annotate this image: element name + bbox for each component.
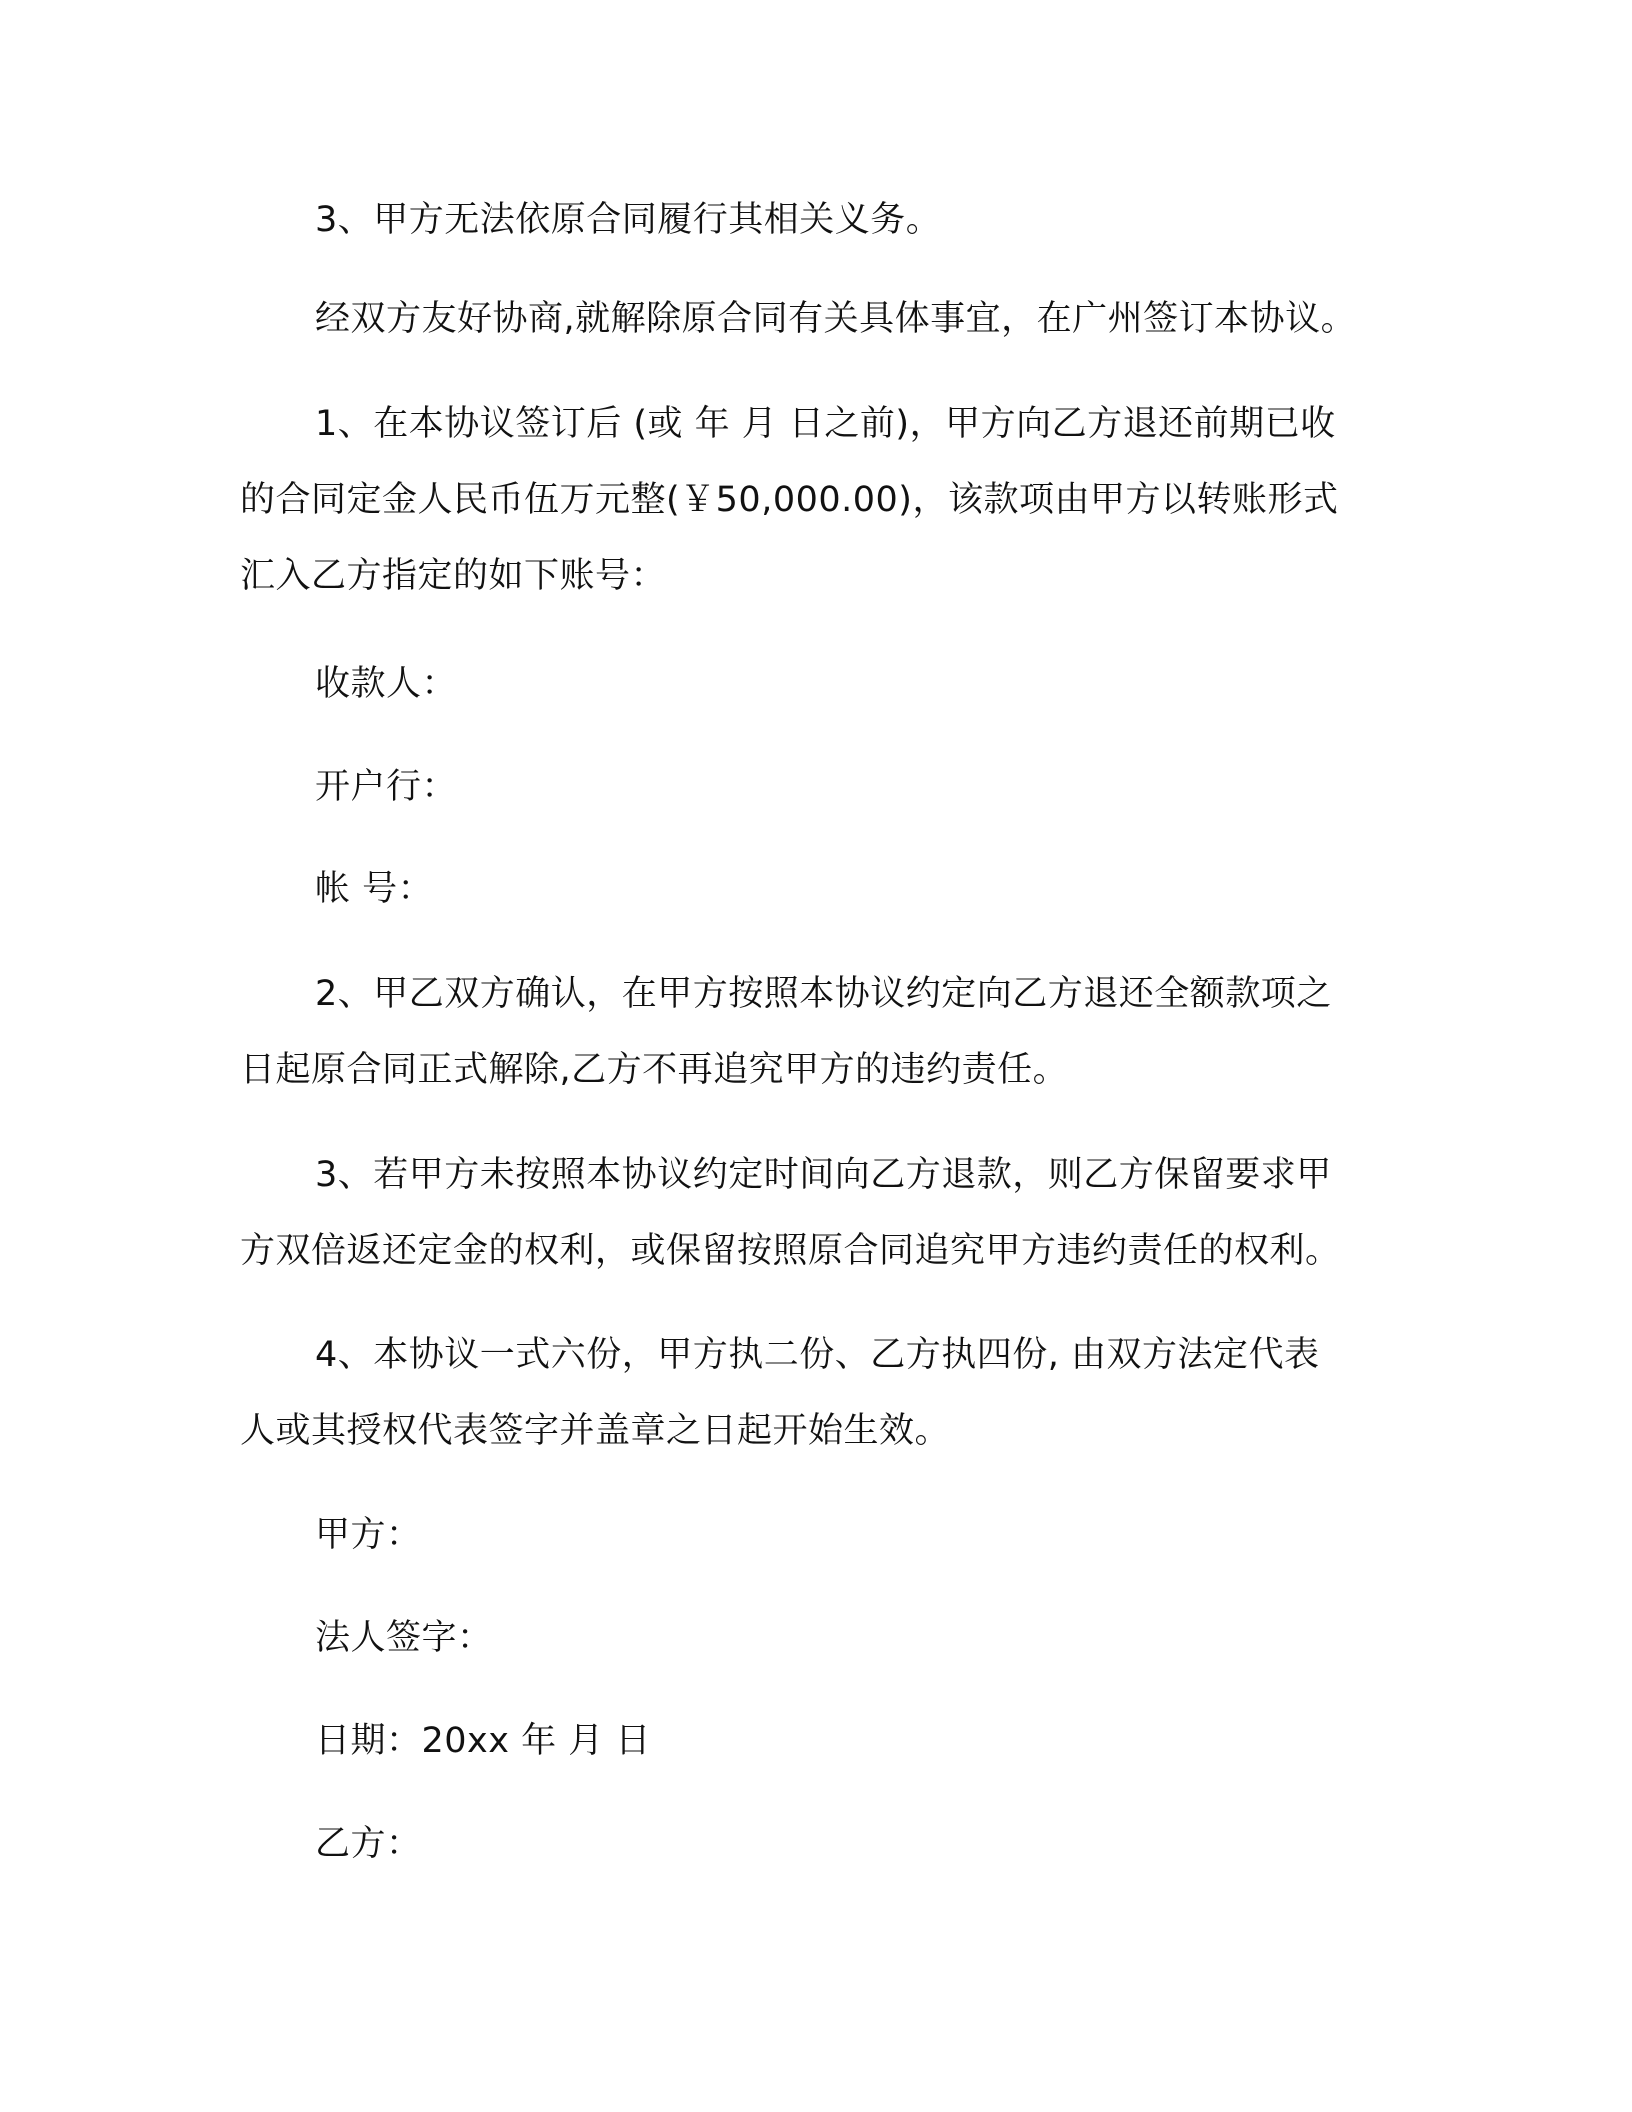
text-line: 乙方： (315, 1824, 422, 1864)
text-line: 帐 号： (315, 869, 434, 909)
field-party-a (315, 1497, 1465, 1573)
text-line: 收款人： (315, 664, 458, 704)
text-line: 法人签字： (315, 1618, 493, 1658)
field-legal-signature (315, 1600, 1465, 1676)
paragraph-clause-1 (240, 386, 1390, 614)
text-line: 2、甲乙双方确认，在甲方按照本协议约定向乙方退还全额款项之 (315, 974, 1332, 1014)
text-line: 人或其授权代表签字并盖章之日起开始生效。 (240, 1411, 951, 1451)
text-line: 1、在本协议签订后 (或 年 月 日之前)，甲方向乙方退还前期已收 (315, 404, 1336, 444)
field-party-b (315, 1806, 1465, 1882)
text-line: 日期：20xx 年 月 日 (315, 1721, 651, 1761)
text-line: 开户行： (315, 767, 458, 807)
text-line: 4、本协议一式六份，甲方执二份、乙方执四份, 由双方法定代表 (315, 1335, 1320, 1375)
text-line: 的合同定金人民币伍万元整(￥50,000.00)，该款项由甲方以转账形式 (240, 480, 1339, 520)
paragraph-clause-3 (240, 1137, 1390, 1289)
text-line: 3、甲方无法依原合同履行其相关义务。 (315, 200, 942, 240)
paragraph-clause-4 (240, 1317, 1390, 1469)
paragraph-negotiation (315, 281, 1465, 357)
text-line: 方双倍返还定金的权利，或保留按照原合同追究甲方违约责任的权利。 (240, 1231, 1341, 1271)
paragraph-clause-2 (240, 956, 1390, 1108)
text-line: 汇入乙方指定的如下账号： (240, 556, 667, 596)
text-line: 经双方友好协商,就解除原合同有关具体事宜，在广州签订本协议。 (315, 299, 1357, 339)
field-bank (315, 749, 1465, 825)
paragraph-obligation-failure (315, 182, 1465, 258)
text-line: 3、若甲方未按照本协议约定时间向乙方退款，则乙方保留要求甲 (315, 1155, 1332, 1195)
text-line: 日起原合同正式解除,乙方不再追究甲方的违约责任。 (240, 1050, 1069, 1090)
field-account-number (315, 851, 1465, 927)
field-payee (315, 646, 1465, 722)
field-date (315, 1703, 1465, 1779)
text-line: 甲方： (315, 1515, 422, 1555)
